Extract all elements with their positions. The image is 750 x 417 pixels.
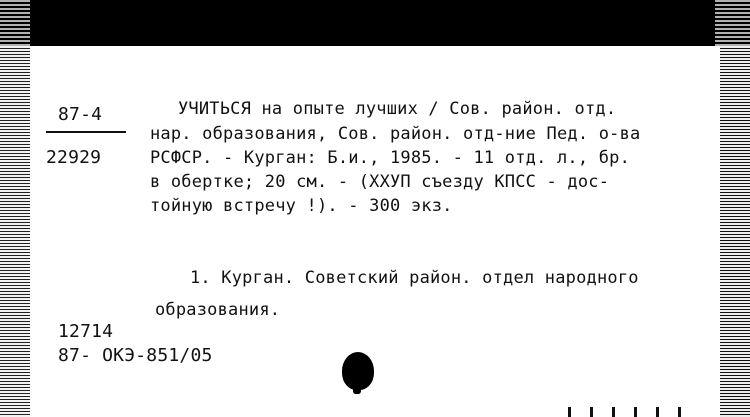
description-line: в обертке; 20 см. - (ХХУП съезду КПСС - дос-	[150, 172, 610, 192]
footer-code: 87- ОКЭ-851/05	[58, 345, 213, 366]
description-line: тойную встречу !). - 300 экз.	[150, 196, 453, 216]
bottom-edge-marks	[560, 404, 710, 417]
scan-top-band	[0, 0, 750, 46]
scan-edge-top-right	[715, 0, 750, 46]
scan-edge-left	[0, 46, 30, 417]
call-number: 87-4	[58, 104, 103, 125]
subject-heading-line: образования.	[155, 300, 281, 320]
inventory-number: 22929	[46, 147, 102, 168]
description-line: УЧИТЬСЯ на опыте лучших / Сов. район. отд.	[178, 99, 617, 119]
description-line: РСФСР. - Курган: Б.и., 1985. - 11 отд. л., бр.	[150, 148, 631, 168]
scan-edge-right	[720, 46, 750, 417]
footer-number: 12714	[58, 321, 114, 342]
call-number-divider	[46, 131, 126, 133]
scan-edge-top-left	[0, 0, 30, 46]
card-punch-hole	[342, 352, 374, 390]
subject-heading-line: 1. Курган. Советский район. отдел народного	[190, 268, 639, 288]
description-line: нар. образования, Сов. район. отд-ние Пед. о-ва	[150, 124, 641, 144]
